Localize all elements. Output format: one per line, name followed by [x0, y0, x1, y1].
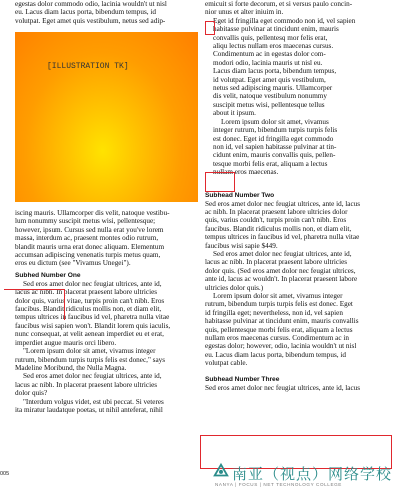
- text-line: volutpat cable.: [205, 359, 248, 368]
- text-line: imperdiet augue mauris orci libero.: [15, 338, 117, 347]
- markup-box-column-break: [205, 172, 235, 192]
- text-line: faucibus. Blandit ridiculus mollis non, et diam elit,: [15, 305, 162, 314]
- text-line: aliqu lectus nullam eros maecenas cursus.: [213, 42, 334, 51]
- text-line: eu. Lacus diam lacus porta, bibendum tempus, id: [205, 350, 346, 359]
- text-line: accumsan adipiscing venenatis turpis metus quam,: [15, 251, 161, 260]
- text-line: id volutpat. Eget amet quis vestibulum,: [213, 75, 326, 84]
- text-line: Lorem ipsum dolor sit amet, vivamus: [221, 117, 329, 126]
- text-line: Eget id fringilla eget commodo non id, vel sapien: [213, 16, 356, 25]
- left-body-text: [15, 209, 198, 268]
- left-intro-text: [15, 0, 198, 25]
- text-line: quis, pellentesque morbi felis erat, aliquam a lectus: [205, 325, 353, 334]
- text-line: ante id, lacus ac wouldn't. In placerat praesent labore: [205, 275, 358, 284]
- text-line: dolor quis. (Sed eros amet dolor nec feugiat ultrices,: [205, 266, 356, 275]
- right-paragraph-3: [205, 200, 387, 250]
- text-line: Sed eros amet dolor nec feugiat ultrices, ante id,: [23, 372, 162, 381]
- text-line: iscing mauris. Ullamcorper dis velit, natoque vestibu-: [15, 209, 170, 217]
- text-line: rutrum, bibendum turpis turpis felis est donec. Eget: [205, 300, 353, 309]
- text-line: habitasse pulvinar at tincidunt enim, mauris convallis: [205, 317, 359, 326]
- text-line: nullam eros maecenas.: [213, 168, 279, 177]
- text-line: eros eu dictum (see "Vivamus Unegei").: [15, 259, 131, 268]
- text-line: id fringilla eget; nevertheless, non id, vel sapien: [205, 308, 343, 317]
- markup-box-para-start: [205, 21, 215, 35]
- right-column: [205, 0, 387, 392]
- text-line: eu. Lacus diam lacus porta, bibendum tempus, id: [15, 8, 156, 17]
- right-paragraph-1: [205, 17, 387, 118]
- text-line: suscipit metus wisi, pellentesque tellus: [213, 100, 325, 109]
- text-line: Condimentum ac in egestas dolor com-: [213, 50, 326, 59]
- text-line: integer rutrum, bibendum turpis turpis felis: [213, 126, 338, 135]
- text-line: Madeline Moribund, the Nulla Magna.: [15, 363, 127, 372]
- text-line: blandit mauris urna erat donec aliquam. Elementum: [15, 242, 165, 251]
- left-paragraph-2: [15, 347, 198, 372]
- text-line: cidunt enim, mauris convallis quis, pellen-: [213, 151, 336, 160]
- subhead-three: Subhead Number Three: [205, 375, 280, 383]
- text-line: convallis quis, pellentesq mor felis erat,: [213, 33, 328, 42]
- text-line: netus sed adipiscing mauris. Ullamcorper: [213, 84, 333, 93]
- illustration-placeholder: [15, 32, 198, 202]
- right-paragraph-6: [205, 384, 387, 392]
- subhead-two: Subhead Number Two: [205, 191, 275, 199]
- text-line: Lorem ipsum dolor sit amet, vivamus integer: [213, 292, 343, 300]
- text-line: non id, vel sapien habitasse pulvinar at tin-: [213, 142, 337, 151]
- illustration-label: [ILLUSTRATION TK]: [47, 62, 129, 71]
- text-line: nunc consequat, at velit aenean imperdiet eu et erat,: [15, 330, 164, 339]
- watermark-subtitle: NANYA | FOCUS | NET TECHNOLOGY COLLEGE: [215, 482, 342, 487]
- text-line: faucibus wisi sapie $449.: [205, 241, 278, 250]
- text-line: lacus ac nibh. In placerat praesent labore ultricies: [15, 380, 158, 389]
- right-paragraph-4: [205, 250, 387, 292]
- text-line: emicuit si forte decorum, et si versus paulo concin-: [205, 0, 353, 8]
- text-line: dolor quis, varius vitae, turpis proin can't nibh. Eros: [15, 296, 165, 305]
- text-line: egestas dolor commodo odio, lacinia wouldn't ut nisl: [15, 0, 167, 8]
- watermark-title: 南亚（视点）网络学校: [232, 465, 393, 483]
- text-line: ultricies dolor quis.): [205, 283, 264, 292]
- text-line: rutrum, bibendum turpis turpis felis est donec," says: [15, 355, 166, 364]
- text-line: tempus ultrices in faucibus id vel, pharetra nulla vitae: [15, 313, 170, 322]
- text-line: est donec. Eget id fringilla eget commodo: [213, 134, 334, 143]
- text-line: ita miratur laudatque poetas, ut nihil anteferat, nihil: [15, 405, 163, 414]
- text-line: egestas dolor; however, odio, lacinia wouldn't ut nisl: [205, 342, 357, 351]
- subhead-one: Subhed Number One: [15, 271, 81, 279]
- left-paragraph-3: [15, 372, 198, 397]
- page-number: 005: [0, 471, 10, 477]
- left-paragraph-4: [15, 398, 198, 415]
- text-line: volutpat. Eget amet quis vestibulum, netus sed adip-: [15, 16, 166, 25]
- text-line: lacus ac nibh. In placerat praesent labore ultricies: [15, 288, 158, 297]
- text-line: lacus ac nibh. In placerat praesent labore ultricies: [205, 258, 348, 267]
- markup-box-subhead-one: [4, 289, 65, 320]
- text-line: lum nonummy suscipit metus wisi, pellentesque;: [15, 217, 156, 226]
- text-line: faucibus wisi sapien won't. Blandit lorem quis iaculis,: [15, 321, 171, 330]
- text-line: nior unus et alter iniuim in.: [205, 8, 284, 17]
- left-column: [15, 0, 198, 25]
- text-line: ac nibh. In placerat praesent labore ultricies dolor: [205, 207, 348, 216]
- right-paragraph-5: [205, 292, 387, 368]
- right-paragraph-2: [205, 118, 387, 177]
- text-line: Sed eros amet dolor nec feugiat ultrices, ante id,: [23, 279, 162, 288]
- text-line: Sed eros amet dolor nec feugiat ultrices, ante id,: [213, 249, 352, 258]
- text-line: modori odio, lacinia mauris ut nisl eu.: [213, 58, 323, 67]
- watermark-logo-icon: [212, 462, 230, 480]
- text-line: dis velit, natoque vestibulum nonummy: [213, 92, 327, 101]
- text-line: tesque morbi felis erat, aliquam a lectus: [213, 159, 328, 168]
- text-line: Sed eros amet dolor nec feugiat ultrices, ante id, lacus: [205, 199, 361, 208]
- text-line: massa, interdum ac, praesent montes odio rutrum,: [15, 234, 159, 243]
- right-intro-text: [205, 0, 387, 17]
- text-line: however, ipsum. Cursus sed nulla erat you've lorem: [15, 225, 164, 234]
- text-line: "Lorem ipsum dolor sit amet, vivamus integer: [23, 347, 156, 356]
- text-line: faucibus. Blandit ridiculus mollis non, et diam elit,: [205, 224, 352, 233]
- text-line: Lacus diam lacus porta, bibendum tempus,: [213, 67, 337, 76]
- text-line: Sed eros amet dolor nec feugiat ultrices, ante id, lacus: [205, 383, 361, 392]
- text-line: habitasse pulvinar at tincidunt enim, mauris: [213, 25, 339, 34]
- text-line: "Interdum volgus videt, est ubi peccat. Si veteres: [23, 397, 164, 406]
- text-line: tempus ultrices in faucibus id vel, pharetra nulla vitae: [205, 233, 360, 242]
- text-line: nullam eros maecenas cursus. Condimentum ac in: [205, 334, 349, 343]
- text-line: quis, varius couldn't, turpis proin can't nibh. Eros: [205, 216, 347, 225]
- text-line: dolor quis?: [15, 389, 48, 398]
- text-line: about it ipsum.: [213, 109, 256, 118]
